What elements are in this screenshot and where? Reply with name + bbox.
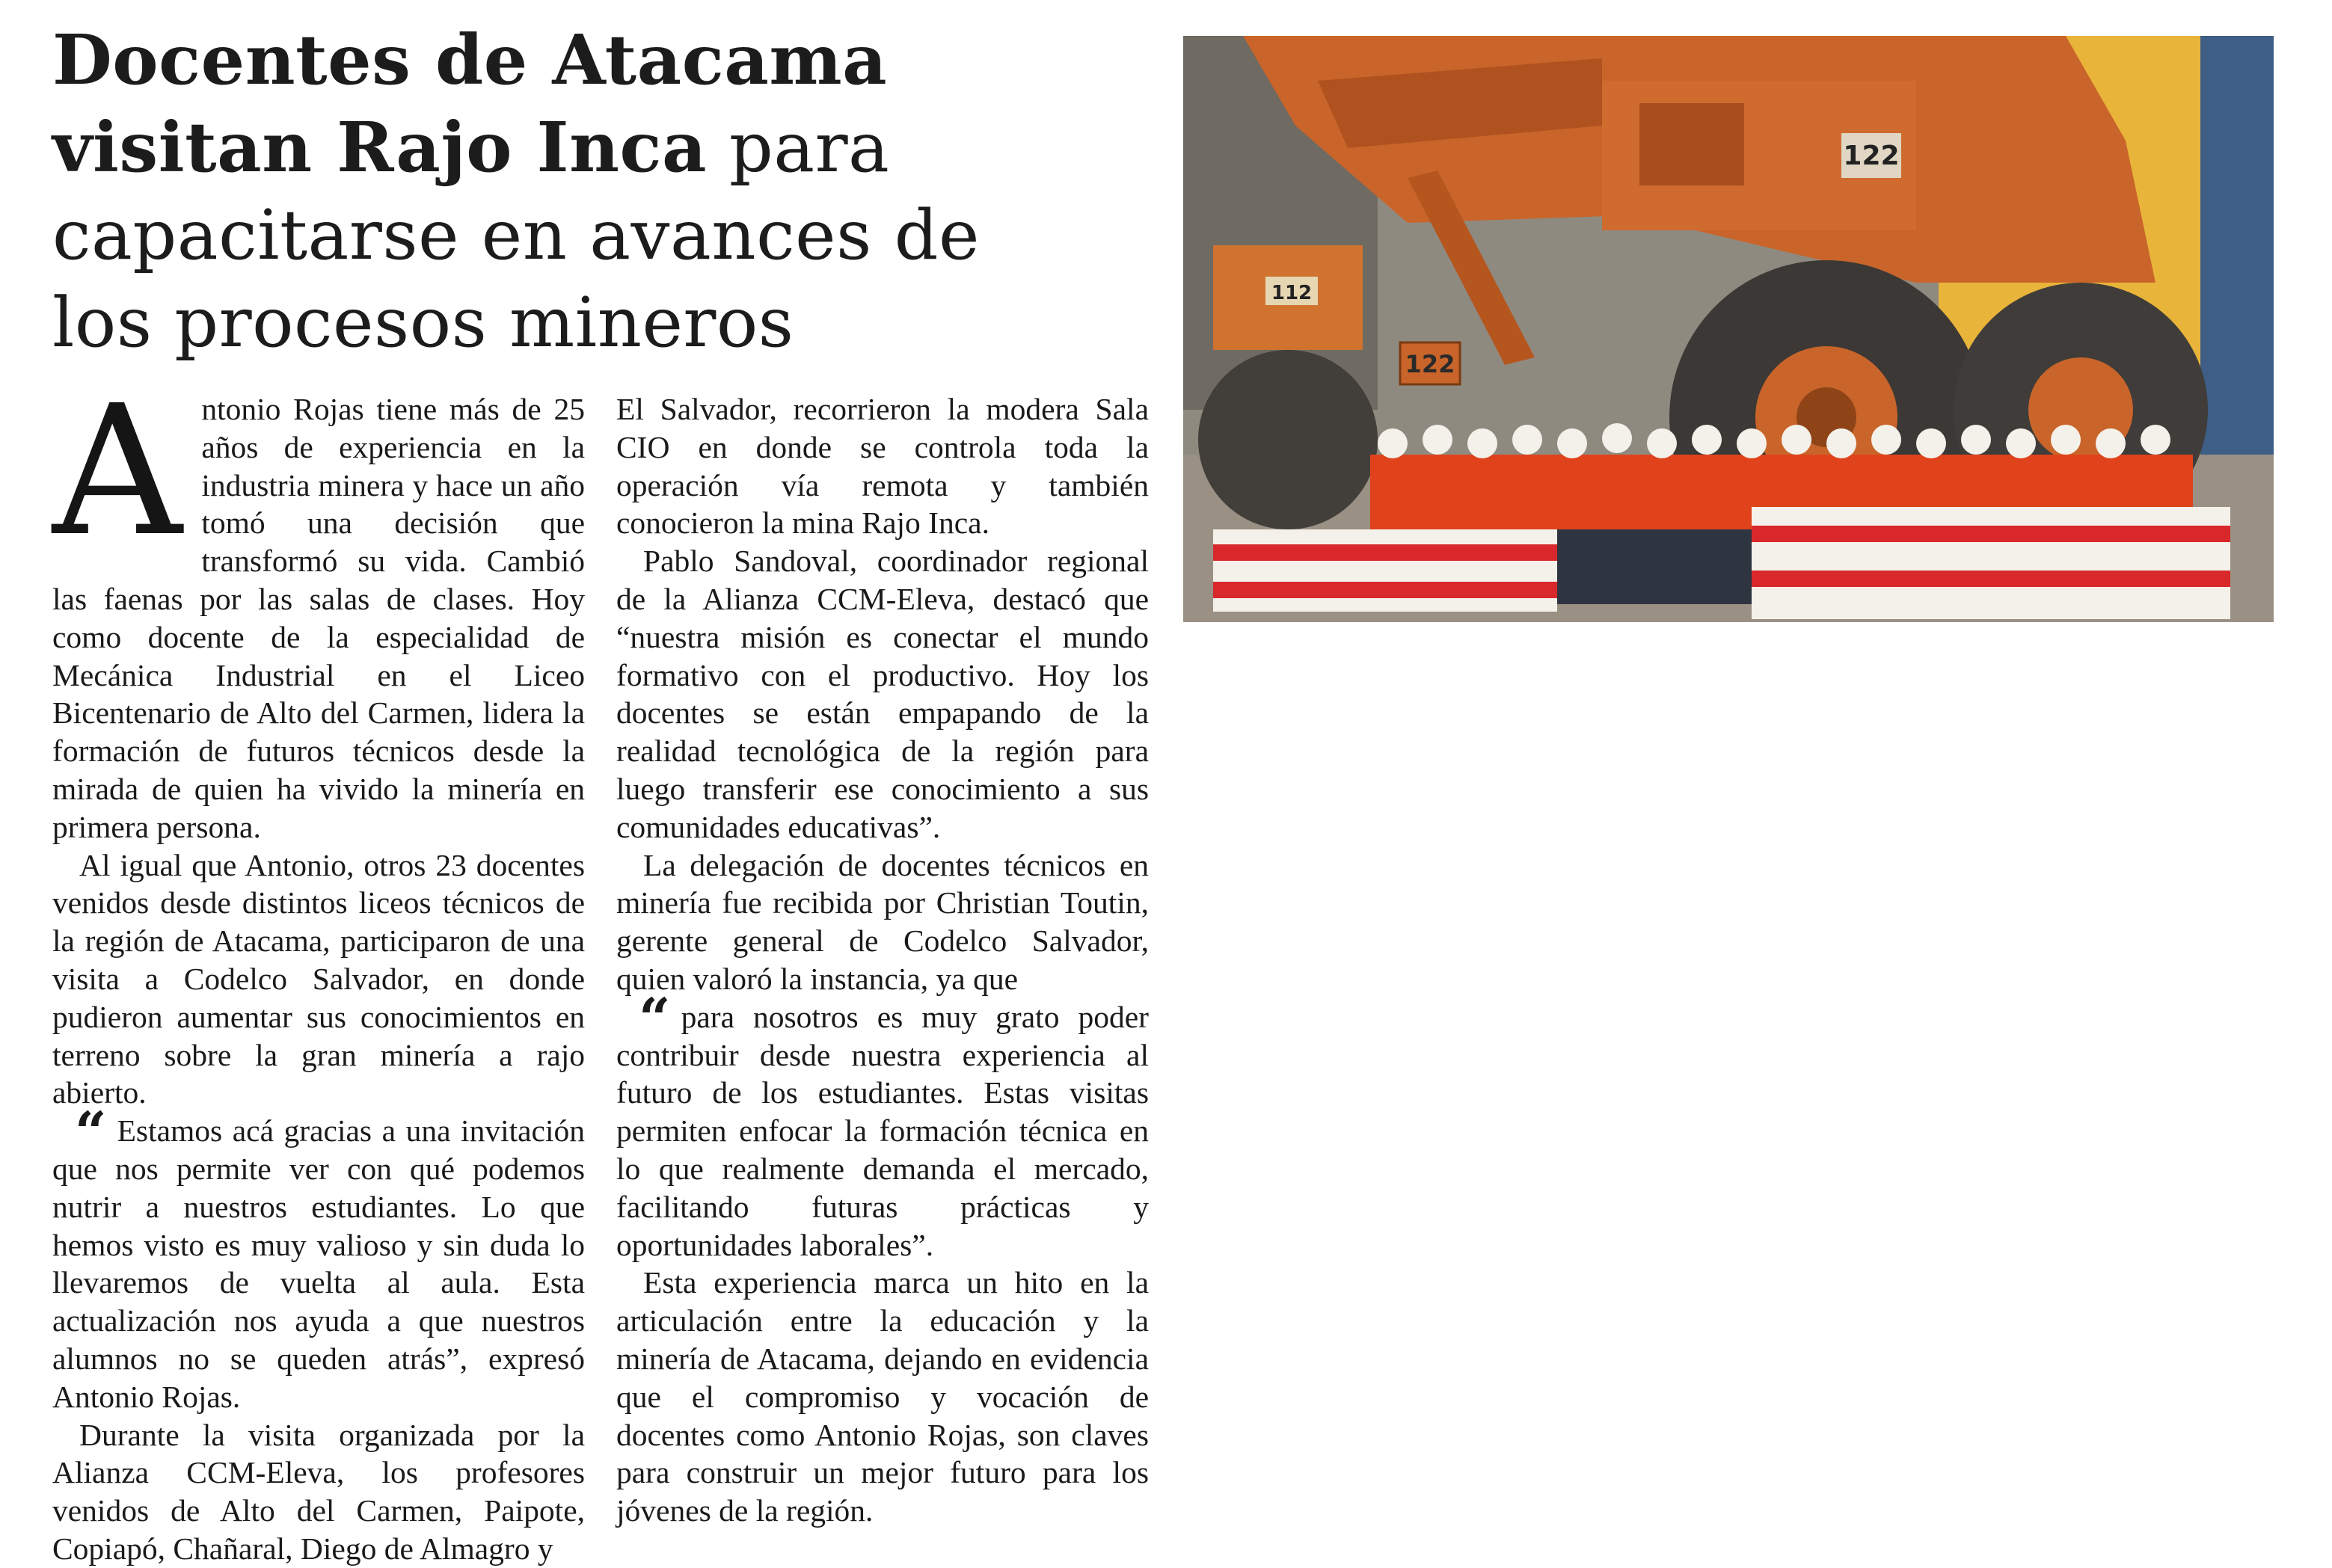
drop-cap: A bbox=[52, 366, 182, 576]
paragraph-5: La delegación de docentes técnicos en minería fue recibida por Christian Toutin, gerente general de Codelco Salvador, quien valoró la instancia, ya que bbox=[616, 847, 1149, 996]
paragraph-6: Esta experiencia marca un hito en la articulación entre la educación y la minería de Atacama, dejando en evidencia que el compromiso y vocación de docentes como Antonio Rojas, son claves para construir un mejor futuro para los jóvenes de la región. bbox=[616, 1265, 1149, 1528]
truck-number-wheel: 122 bbox=[1405, 350, 1455, 378]
headline-regular-tail: para bbox=[707, 108, 890, 188]
truck-number-main: 122 bbox=[1843, 141, 1900, 171]
quote-2 bbox=[616, 986, 1149, 1264]
article-column-1 bbox=[52, 366, 585, 1568]
quote-1 bbox=[52, 1101, 585, 1415]
headline-regular-3: capacitarse en avances de bbox=[52, 195, 980, 275]
paragraph-3-continued: El Salvador, recorrieron la modera Sala CIO en donde se controla toda la operación vía remota y también conocieron la mina Rajo Inca. bbox=[616, 392, 1149, 541]
quote-mark-icon: “ bbox=[639, 986, 671, 1051]
paragraph-intro bbox=[52, 366, 585, 846]
truck-number-back: 112 bbox=[1271, 282, 1313, 304]
quote-2-text: para nosotros es muy grato poder contribuir desde nuestra experiencia al futuro de los estudiantes. Estas visitas permiten enfocar la formación técnica en lo que realmente demanda el mercado, facilitando futuras prácticas y oportunidades laborales”. bbox=[616, 999, 1149, 1262]
headline-regular-4: los procesos mineros bbox=[52, 283, 794, 363]
article-column-2 bbox=[616, 390, 1149, 1530]
photo-illustration bbox=[1183, 36, 2274, 622]
quote-1-text: Estamos acá gracias a una invitación que nos permite ver con qué podemos nutrir a nuestros estudiantes. Lo que hemos visto es muy valioso y sin duda lo llevaremos de vuelta al aula. Esta actualización nos ayuda a que nuestros alumnos no se queden atrás”, expresó Antonio Rojas. bbox=[52, 1113, 585, 1414]
quote-mark-icon: “ bbox=[75, 1101, 107, 1166]
headline-bold-2: visitan Rajo Inca bbox=[52, 107, 708, 188]
paragraph-4: Pablo Sandoval, coordinador regional de la Alianza CCM-Eleva, destacó que “nuestra misión es conectar el mundo formativo con el productivo. Hoy los docentes se están empapando de la realidad tecnológica de la región para luego transferir ese conocimiento a sus comunidades educativas”. bbox=[616, 544, 1149, 844]
paragraph-3: Durante la visita organizada por la Alianza CCM-Eleva, los profesores venidos de Alto del Carmen, Paipote, Copiapó, Chañaral, Diego de Almagro y bbox=[52, 1417, 585, 1566]
headline bbox=[52, 16, 1159, 366]
paragraph-2: Al igual que Antonio, otros 23 docentes venidos desde distintos liceos técnicos de la región de Atacama, participaron de una visita a Codelco Salvador, en donde pudieron aumentar sus conocimientos en terreno sobre la gran minería a rajo abierto. bbox=[52, 847, 585, 1110]
mining-truck-photo bbox=[1183, 36, 2274, 622]
paragraph-intro-text: ntonio Rojas tiene más de 25 años de experiencia en la industria minera y hace un año tomó una decisión que transformó su vida. Cambió las faenas por las salas de clases. Hoy como docente de la especialidad de Mecánica Industrial en el Liceo Bicentenario de Alto del Carmen, lidera la formación de futuros técnicos desde la mirada de quien ha vivido la minería en primera persona. bbox=[52, 392, 585, 844]
tire-back-truck bbox=[1198, 350, 1378, 529]
headline-bold-1: Docentes de Atacama bbox=[52, 19, 888, 100]
